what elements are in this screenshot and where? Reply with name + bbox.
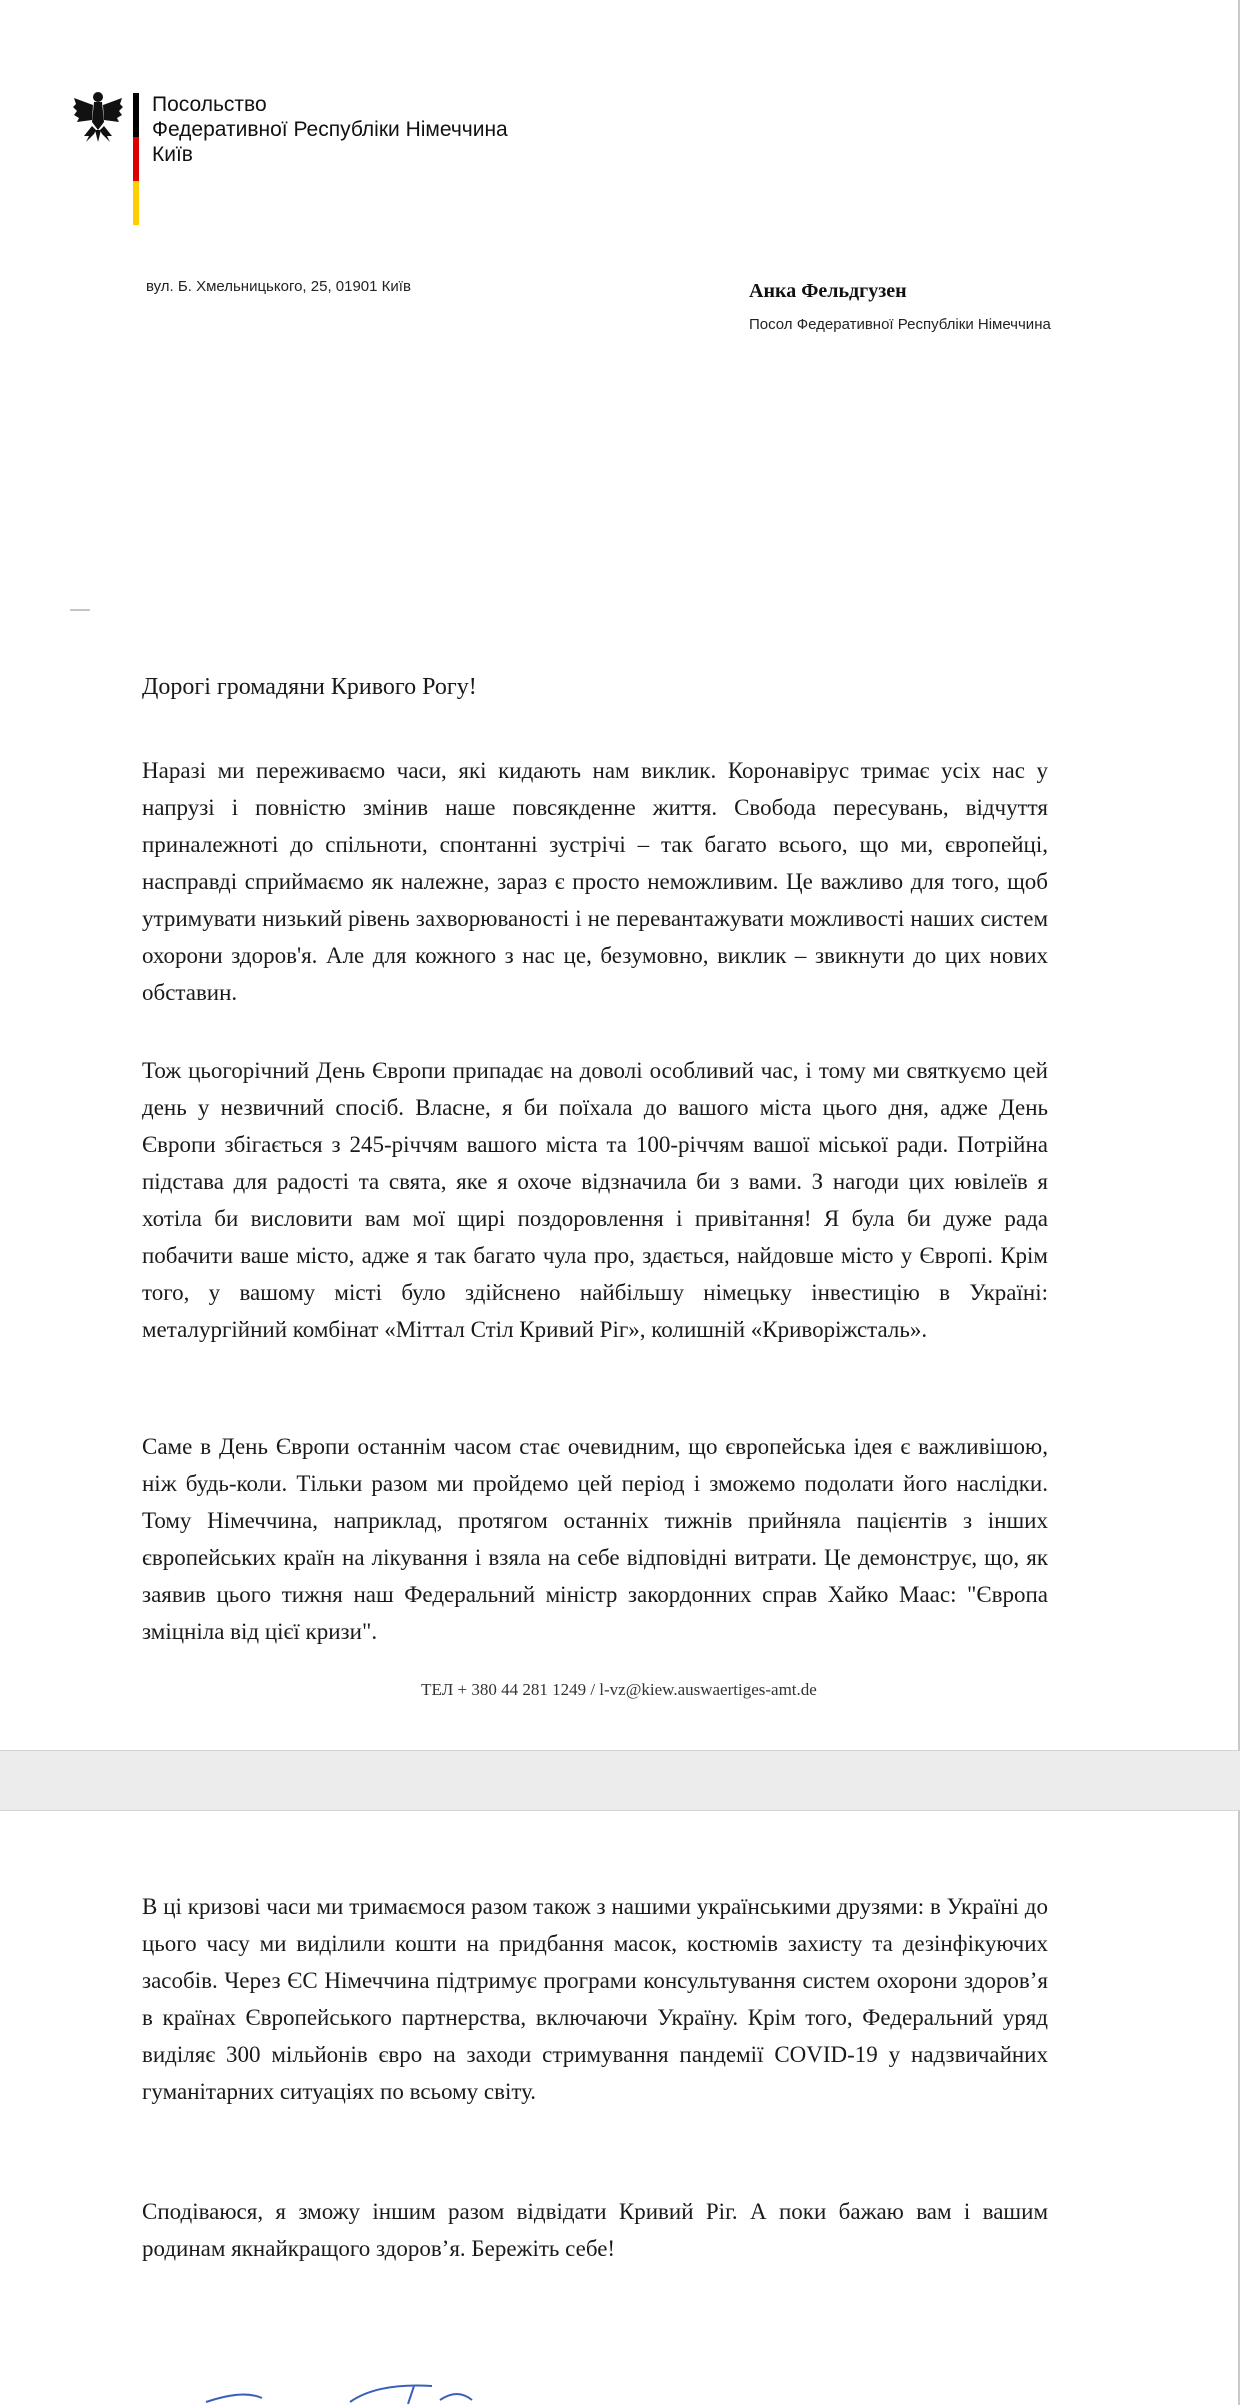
- flag-stripe-gold: [133, 181, 139, 225]
- federal-eagle-icon: [72, 88, 124, 144]
- handwritten-signature: [200, 2380, 540, 2404]
- letter-paragraph: Наразі ми переживаємо часи, які кидають нам виклик. Коронавірус тримає усіх нас у напрузі і повністю змінив наше повсякденне життя. Свобода пересувань, відчуття приналежноті до спільноти, спонтанні зустрічі – так багато всього, що ми, європейці, насправді сприймаємо як належне, зараз є просто неможливим. Це важливо для того, щоб утримувати низький рівень захворюваності і не перевантажувати можливості наших систем охорони здоров'я. Але для кожного з нас це, безумовно, виклик – звикнути до цих нових обставин.: [142, 758, 1048, 1005]
- sender-name: Анка Фельдгузен: [749, 280, 907, 302]
- letter-salutation: Дорогі громадяни Кривого Рогу!: [142, 674, 477, 700]
- flag-stripe-black: [133, 93, 139, 137]
- footer-contact: [0, 1680, 1238, 1700]
- footer-contact-text: ТЕЛ + 380 44 281 1249 / l-vz@kiew.auswaertiges-amt.de: [421, 1680, 817, 1699]
- flag-color-bar: [133, 93, 139, 225]
- sender-address: вул. Б. Хмельницького, 25, 01901 Київ: [146, 278, 411, 295]
- sender-title: Посол Федеративної Республіки Німеччина: [749, 316, 1051, 333]
- fold-mark: [70, 609, 90, 611]
- flag-stripe-red: [133, 137, 139, 181]
- embassy-name-line: Київ: [152, 143, 193, 166]
- embassy-name-line: Посольство: [152, 93, 267, 116]
- embassy-name-line: Федеративної Республіки Німеччина: [152, 118, 508, 141]
- letter-paragraph: Тож цьогорічний День Європи припадає на доволі особливий час, і тому ми святкуємо цей день у незвичний спосіб. Власне, я би поїхала до вашого міста цього дня, адже День Європи збігається з 245-річчям вашого міста та 100-річчям вашої міської ради. Потрійна підстава для радості та свята, яке я охоче відзначила би з вами. З нагоди цих ювілеїв я хотіла би висловити вам мої щирі поздоровлення і привітання! Я була би дуже рада побачити ваше місто, адже я так багато чула про, здається, найдовше місто у Європі. Крім того, у вашому місті було здійснено найбільшу німецьку інвестицію в Україні: металургійний комбінат «Міттал Стіл Кривий Ріг», колишній «Криворіжсталь».: [142, 1058, 1048, 1342]
- letter-paragraph: В ці кризові часи ми тримаємося разом також з нашими українськими друзями: в Україні до цього часу ми виділили кошти на придбання масок, костюмів захисту та дезінфікуючих засобів. Через ЄС Німеччина підтримує програми консультування систем охорони здоров’я в країнах Європейського партнерства, включаючи Україну. Крім того, Федеральний уряд виділяє 300 мільйонів євро на заходи стримування пандемії COVID-19 у надзвичайних гуманітарних ситуаціях по всьому світу.: [142, 1894, 1048, 2104]
- embassy-name: [152, 92, 508, 167]
- letter-paragraph: Сподіваюся, я зможу іншим разом відвідати Кривий Ріг. А поки бажаю вам і вашим родинам якнайкращого здоров’я. Бережіть себе!: [142, 2199, 1048, 2261]
- letter-paragraph: Саме в День Європи останнім часом стає очевидним, що європейська ідея є важливішою, ніж будь-коли. Тільки разом ми пройдемо цей період і зможемо подолати його наслідки. Тому Німеччина, наприклад, протягом останніх тижнів прийняла пацієнтів з інших європейських країн на лікування і взяла на себе відповідні витрати. Це демонструє, що, як заявив цього тижня наш Федеральний міністр закордонних справ Хайко Маас: "Європа зміцніла від цієї кризи".: [142, 1434, 1048, 1644]
